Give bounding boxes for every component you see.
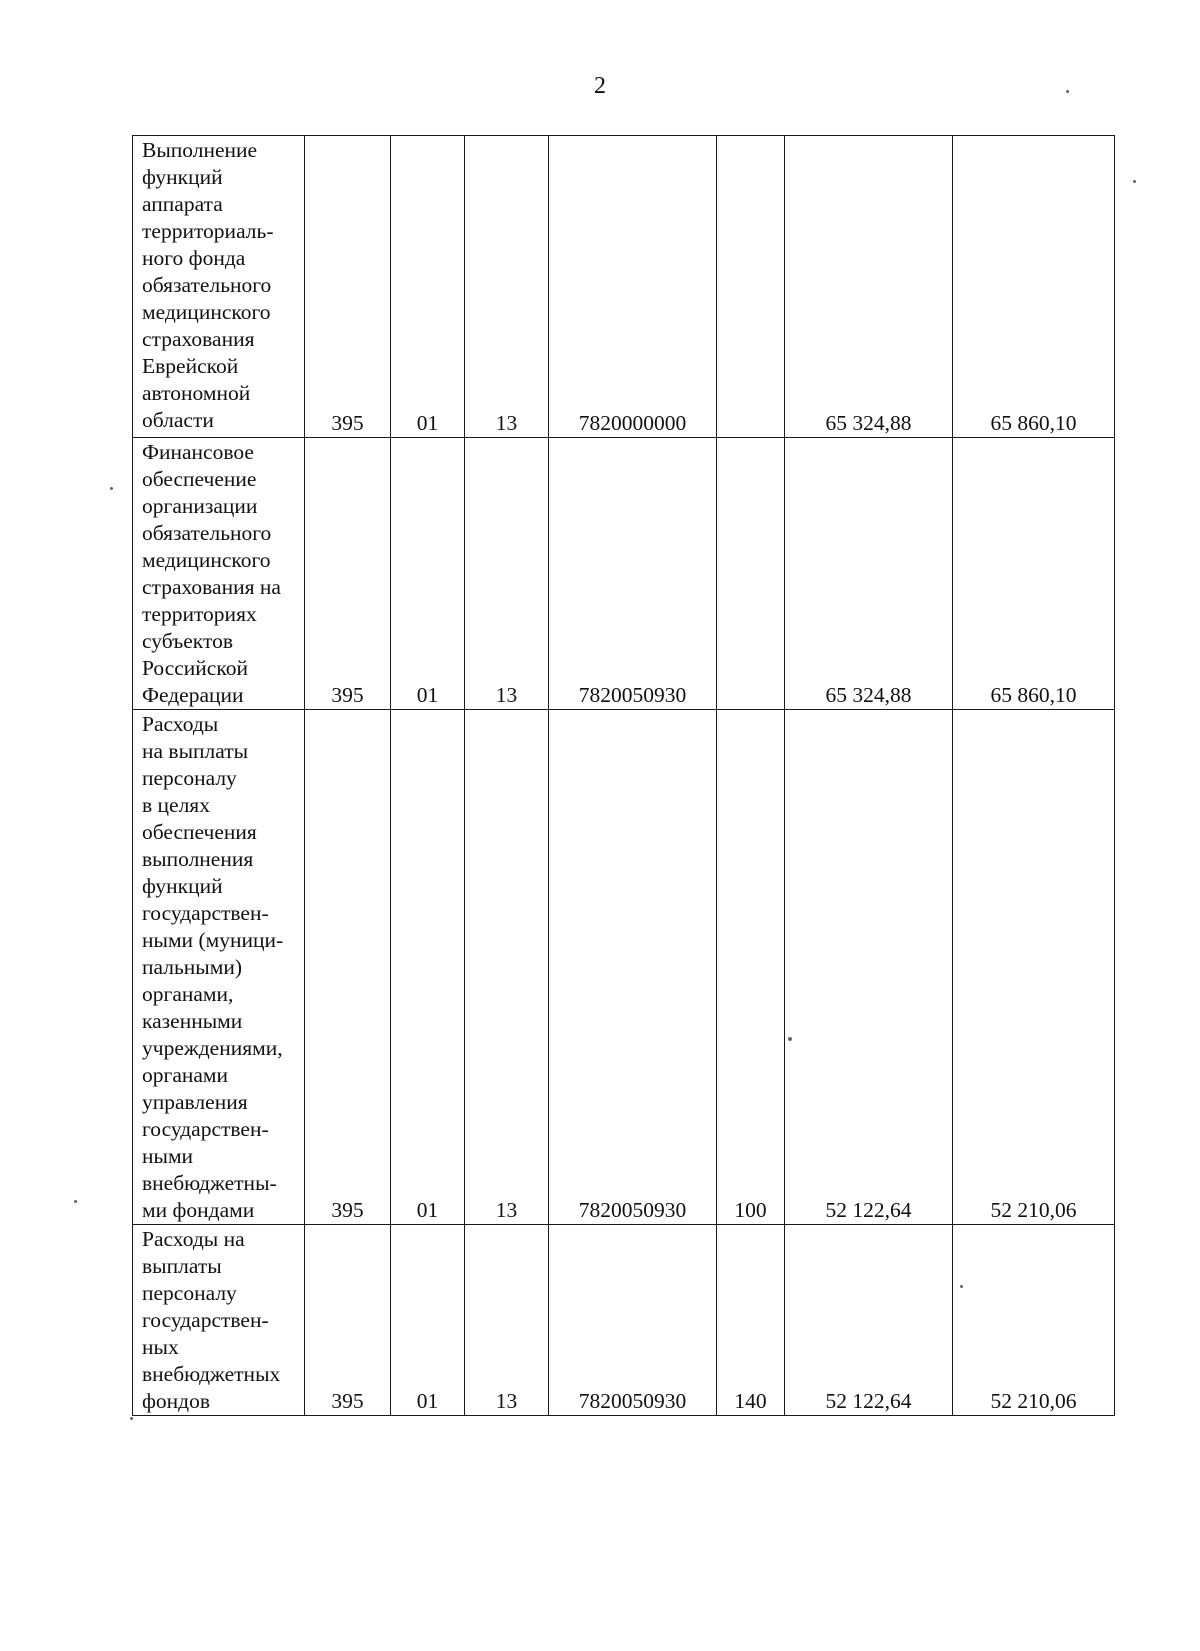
subsection-code-cell: 13: [465, 136, 549, 438]
section-code-cell: 01: [391, 136, 465, 438]
table-row: [133, 438, 1115, 710]
target-article-cell: 7820000000: [549, 136, 717, 438]
amount-year1-cell: 52 122,64: [785, 710, 953, 1225]
scan-speck: [110, 487, 113, 490]
scan-speck: [1066, 90, 1069, 93]
target-article-cell: 7820050930: [549, 710, 717, 1225]
section-code-cell: 01: [391, 1225, 465, 1416]
expense-type-cell: [717, 136, 785, 438]
table-row: [133, 710, 1115, 1225]
grbs-code-cell: 395: [305, 136, 391, 438]
budget-table: [132, 135, 1115, 1416]
amount-year2-cell: 52 210,06: [953, 1225, 1115, 1416]
subsection-code-cell: 13: [465, 1225, 549, 1416]
grbs-code-cell: 395: [305, 438, 391, 710]
subsection-code-cell: 13: [465, 710, 549, 1225]
expense-type-cell: 100: [717, 710, 785, 1225]
section-code-cell: 01: [391, 710, 465, 1225]
target-article-cell: 7820050930: [549, 1225, 717, 1416]
amount-year2-cell: 65 860,10: [953, 438, 1115, 710]
scan-speck: [74, 1200, 77, 1203]
target-article-cell: 7820050930: [549, 438, 717, 710]
expense-name-cell: Финансовое обеспечение организации обязательного медицинского страхования на территориях субъектов Российской Федерации: [133, 438, 305, 710]
amount-year1-cell: 65 324,88: [785, 438, 953, 710]
grbs-code-cell: 395: [305, 1225, 391, 1416]
table-row: [133, 1225, 1115, 1416]
grbs-code-cell: 395: [305, 710, 391, 1225]
expense-name-cell: Расходы на выплаты персоналу в целях обеспечения выполнения функций государствен- ными (муници- пальными) органами, казенными учреждениями, органами управления государствен- ными внебюджетны- ми фондами: [133, 710, 305, 1225]
scan-speck: [788, 1037, 792, 1041]
amount-year2-cell: 52 210,06: [953, 710, 1115, 1225]
amount-year2-cell: 65 860,10: [953, 136, 1115, 438]
section-code-cell: 01: [391, 438, 465, 710]
amount-year1-cell: 52 122,64: [785, 1225, 953, 1416]
scan-speck: [1133, 180, 1136, 183]
scan-speck: [960, 1285, 963, 1288]
scan-speck: [130, 1417, 133, 1420]
table-row: [133, 136, 1115, 438]
expense-name-cell: Выполнение функций аппарата территориаль- ного фонда обязательного медицинского страхования Еврейской автономной области: [133, 136, 305, 438]
page-number: 2: [594, 73, 606, 99]
amount-year1-cell: 65 324,88: [785, 136, 953, 438]
expense-type-cell: [717, 438, 785, 710]
expense-type-cell: 140: [717, 1225, 785, 1416]
expense-name-cell: Расходы на выплаты персоналу государствен- ных внебюджетных фондов: [133, 1225, 305, 1416]
subsection-code-cell: 13: [465, 438, 549, 710]
